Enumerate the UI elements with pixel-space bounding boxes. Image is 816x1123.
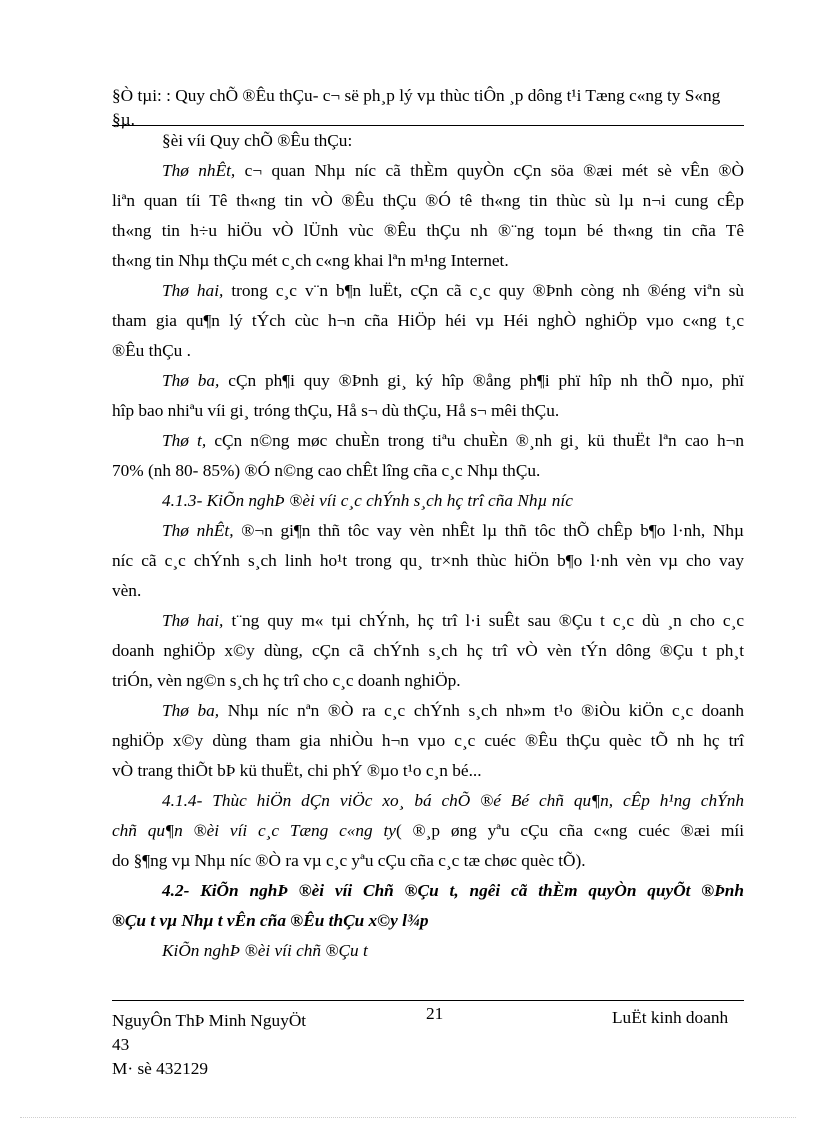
paragraph-1-line-3: th«ng tin h÷u hiÖu vÒ lÜnh vùc ®Êu thÇu nh ®¨ng toµn bé th«ng tin cña Tê	[112, 221, 744, 240]
paragraph-7-line-2: nghiÖp x©y dùng tham gia nhiÒu h¬n vµo c¸c cuéc ®Êu thÇu quèc tÕ nh hç trî	[112, 731, 744, 750]
paragraph-2-line-2: tham gia qu¶n lý tÝch cùc h¬n cña HiÖp héi vµ Héi nghÒ nghiÖp vµo c«ng t¸c	[112, 311, 744, 330]
section-heading-4-1-4-italic: chñ qu¶n ®èi víi c¸c Tæng c«ng ty	[112, 821, 396, 840]
paragraph-7-line-1: Thø ba, Nhµ níc nªn ®Ò ra c¸c chÝnh s¸ch nh»m t¹o ®iÒu kiÖn c¸c doanh	[162, 701, 744, 720]
subheading-investor: KiÕn nghÞ ®èi víi chñ ®Çu t	[162, 941, 368, 960]
page-number: 21	[426, 1004, 444, 1023]
paragraph-1-line-1: Thø nhÊt, c¬ quan Nhµ níc cã thÈm quyÒn cÇn söa ®æi mét sè vÊn ®Ò	[162, 161, 744, 180]
paragraph-1-lead: Thø nhÊt,	[162, 161, 236, 180]
paragraph-7-lead: Thø ba,	[162, 701, 220, 720]
footer-author-block	[112, 1009, 306, 1081]
paragraph-3-line-2: hîp bao nhiªu víi gi¸ tróng thÇu, Hå s¬ dù thÇu, Hå s¬ mêi thÇu.	[112, 401, 560, 420]
section-heading-4-1-3: 4.1.3- KiÕn nghÞ ®èi víi c¸c chÝnh s¸ch hç trî cña Nhµ níc	[162, 491, 573, 510]
header-text: §Ò tµi: : Quy chÕ ®Êu thÇu- c¬ së ph¸p lý vµ thùc tiÔn ¸p dông t¹i Tæng c«ng ty S«ng §µ.	[112, 86, 721, 129]
paragraph-3-lead: Thø ba,	[162, 371, 220, 390]
paragraph-6-line-1: Thø hai, t¨ng quy m« tµi chÝnh, hç trî l·i suÊt sau ®Çu t c¸c dù ¸n cho c¸c	[162, 611, 745, 630]
header-rule	[112, 125, 744, 126]
paragraph-1-line-4: th«ng tin Nhµ thÇu mét c¸ch c«ng khai lªn m¹ng Internet.	[112, 251, 509, 270]
paragraph-4-line-1: Thø t, cÇn n©ng møc chuÈn trong tiªu chuÈn ®¸nh gi¸ kü thuËt lªn cao h¬n	[162, 431, 744, 450]
footer-class: 43	[112, 1035, 130, 1054]
paragraph-6-line-2: doanh nghiÖp x©y dùng, cÇn cã chÝnh s¸ch hç trî vÒ vèn tÝn dông ®Çu t ph¸t	[112, 641, 744, 660]
section-heading-4-2-line-2: ®Çu t vµ Nhµ t vÊn cña ®Êu thÇu x©y l¾p	[112, 911, 429, 930]
paragraph-5-line-3: vèn.	[112, 581, 142, 600]
paragraph-5-line-2: níc cã c¸c chÝnh s¸ch linh ho¹t trong qu¸ tr×nh thùc hiÖn b¶o l·nh vèn vµ cho vay	[112, 551, 744, 570]
footer-department: LuËt kinh doanh	[612, 1008, 729, 1027]
section-heading-4-1-4-line-3: do §¶ng vµ Nhµ níc ®Ò ra vµ c¸c yªu cÇu cña c¸c tæ chøc quèc tÕ).	[112, 851, 586, 870]
footer-rule	[112, 1000, 744, 1001]
page-bottom-edge	[20, 1117, 796, 1118]
paragraph-4-line-2: 70% (nh 80- 85%) ®Ó n©ng cao chÊt lîng cña c¸c Nhµ thÇu.	[112, 461, 541, 480]
section-heading-4-2-line-1: 4.2- KiÕn nghÞ ®èi víi Chñ ®Çu t, ngêi cã thÈm quyÒn quyÕt ®Þnh	[162, 881, 744, 900]
footer-student-code: M· sè 432129	[112, 1059, 209, 1078]
footer-author: NguyÔn ThÞ Minh NguyÖt	[112, 1011, 307, 1030]
paragraph-2-line-1: Thø hai, trong c¸c v¨n b¶n luËt, cÇn cã c¸c quy ®Þnh còng nh ®éng viªn sù	[162, 281, 744, 300]
paragraph-7-line-3: vÒ trang thiÕt bÞ kü thuËt, chi phÝ ®µo t¹o c¸n bé...	[112, 761, 482, 780]
paragraph-1-line-2: liªn quan tíi Tê th«ng tin vÒ ®Êu thÇu ®Ó tê th«ng tin thùc sù lµ n¬i cung cÊp	[112, 191, 744, 210]
paragraph-6-line-3: triÓn, vèn ng©n s¸ch hç trî cho c¸c doanh nghiÖp.	[112, 671, 461, 690]
paragraph-2-line-3: ®Êu thÇu .	[112, 341, 191, 360]
paragraph-3-line-1: Thø ba, cÇn ph¶i quy ®Þnh gi¸ ký hîp ®ång ph¶i phï hîp nh thÕ nµo, phï	[162, 371, 744, 390]
paragraph-2-lead: Thø hai,	[162, 281, 224, 300]
paragraph-5-line-1: Thø nhÊt, ®¬n gi¶n thñ tôc vay vèn nhÊt lµ thñ tôc thÕ chÊp b¶o l·nh, Nhµ	[162, 521, 744, 540]
section-heading-4-1-4-line-2: chñ qu¶n ®èi víi c¸c Tæng c«ng ty( ®¸p øng yªu cÇu cña c«ng cuéc ®æi míi	[112, 821, 744, 840]
paragraph-5-lead: Thø nhÊt,	[162, 521, 234, 540]
section-heading-4-1-4-line-1: 4.1.4- Thùc hiÖn dÇn viÖc xo¸ bá chÕ ®é Bé chñ qu¶n, cÊp h¹ng chÝnh	[162, 791, 744, 810]
intro-line: §èi víi Quy chÕ ®Êu thÇu:	[162, 131, 353, 150]
paragraph-4-lead: Thø t,	[162, 431, 207, 450]
paragraph-6-lead: Thø hai,	[162, 611, 224, 630]
